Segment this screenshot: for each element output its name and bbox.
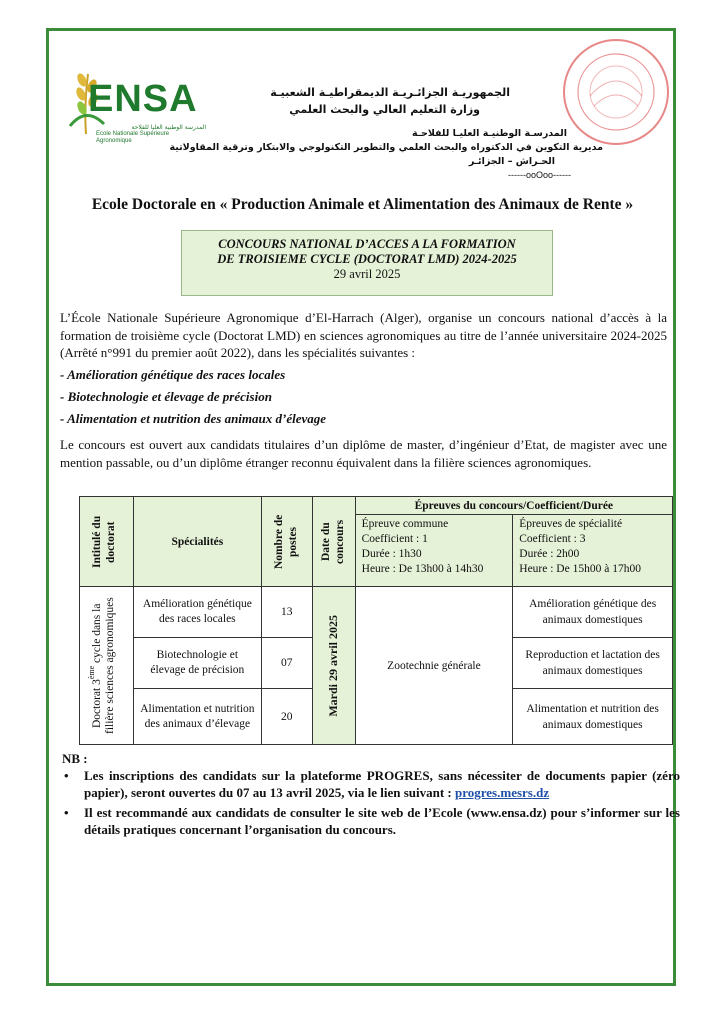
header-intitule: Intitulé du doctorat	[80, 497, 134, 587]
header-separator: ------ooOoo------	[508, 170, 571, 180]
banner-line-2: DE TROISIEME CYCLE (DOCTORAT LMD) 2024-2025	[217, 252, 517, 266]
speciality-cell: Biotechnologie et élevage de précision	[133, 638, 261, 689]
postes-cell: 20	[261, 689, 312, 745]
arabic-city-line: الحـراش – الجزائـر	[468, 156, 555, 167]
concours-banner	[181, 230, 553, 296]
nb-list	[62, 768, 680, 842]
conditions-paragraph: Le concours est ouvert aux candidats titulaires d’un diplôme de master, d’ingénieur d’Etat, de magister avec une mention passable, ou d’un diplôme étranger reconnu équivalent dans la filière sciences agronomiques.	[60, 437, 667, 470]
logo-text: ENSA	[88, 78, 198, 120]
table-row	[80, 587, 673, 638]
date-cell: Mardi 29 avril 2025	[312, 587, 355, 745]
ensa-logo	[66, 66, 216, 146]
postes-cell: 07	[261, 638, 312, 689]
bullet-icon: •	[64, 768, 69, 783]
doctorat-label-cell: Doctorat 3ème cycle dans la filière sciences agronomiques	[80, 587, 134, 745]
header-date: Date du concours	[312, 497, 355, 587]
commune-subject-cell: Zootechnie générale	[355, 587, 513, 745]
banner-line-1: CONCOURS NATIONAL D’ACCES A LA FORMATION	[218, 237, 516, 251]
official-stamp	[560, 36, 672, 148]
logo-subtitle-fr: Ecole Nationale Supérieure Agronomique	[96, 131, 170, 144]
arabic-school-line: المدرسـة الوطنيـة العليـا للفلاحـة	[411, 128, 567, 139]
list-item: • Il est recommandé aux candidats de consulter le site web de l’Ecole (www.ensa.dz) pour s’informer sur les détails pratiques concernant l’organisation du concours.	[64, 805, 680, 837]
bullet-icon: •	[64, 805, 69, 820]
banner-date: 29 avril 2025	[333, 267, 401, 281]
nb-label: NB :	[62, 751, 88, 766]
epreuve-specialite-cell: Épreuves de spécialité Coefficient : 3 Durée : 2h00 Heure : De 15h00 à 17h00	[513, 515, 673, 587]
arabic-ministry-line: وزارة التعليم العالي والبحث العلمي	[289, 103, 480, 116]
arabic-republic-line: الجمهوريـة الجزائـريـة الديمقراطيـة الشعبيـة	[270, 86, 510, 99]
header-nombre: Nombre de postes	[261, 497, 312, 587]
concours-table	[79, 496, 673, 745]
speciality-item: - Biotechnologie et élevage de précision	[60, 389, 272, 404]
specialite-subject-cell: Amélioration génétique des animaux domestiques	[513, 587, 673, 638]
speciality-item: - Amélioration génétique des races locales	[60, 367, 286, 382]
list-item: • Les inscriptions des candidats sur la plateforme PROGRES, sans nécessiter de documents papier (zéro papier), seront ouvertes du 07 au 13 avril 2025, via le lien suivant : progres.mesrs.dz	[64, 768, 680, 800]
specialite-subject-cell: Reproduction et lactation des animaux domestiques	[513, 638, 673, 689]
speciality-cell: Alimentation et nutrition des animaux d’élevage	[133, 689, 261, 745]
progres-link[interactable]: progres.mesrs.dz	[454, 784, 550, 800]
header-specialites: Spécialités	[133, 497, 261, 587]
epreuve-commune-cell: Épreuve commune Coefficient : 1 Durée : 1h30 Heure : De 13h00 à 14h30	[355, 515, 513, 587]
arabic-directorate-line: مديرية التكوين في الدكتوراه والبحث العلمي والتطوير التكنولوجي والابتكار وترقية المقاولاتية	[169, 142, 603, 153]
postes-cell: 13	[261, 587, 312, 638]
specialite-subject-cell: Alimentation et nutrition des animaux domestiques	[513, 689, 673, 745]
header-epreuves: Épreuves du concours/Coefficient/Durée	[355, 497, 672, 515]
logo-subtitle-ar: المدرسة الوطنية العليا للفلاحة	[131, 124, 206, 131]
speciality-cell: Amélioration génétique des races locales	[133, 587, 261, 638]
doctoral-school-title: Ecole Doctorale en « Production Animale et Alimentation des Animaux de Rente »	[91, 196, 634, 213]
intro-paragraph: L’École Nationale Supérieure Agronomique d’El-Harrach (Alger), organise un concours national d’accès à la formation de troisième cycle (Doctorat LMD) en sciences agronomiques au titre de l’année universitaire 2024-2025 (Arrêté n°991 du premier août 2022), dans les spécialités suivantes :	[60, 310, 667, 360]
speciality-item: - Alimentation et nutrition des animaux d’élevage	[60, 411, 327, 426]
